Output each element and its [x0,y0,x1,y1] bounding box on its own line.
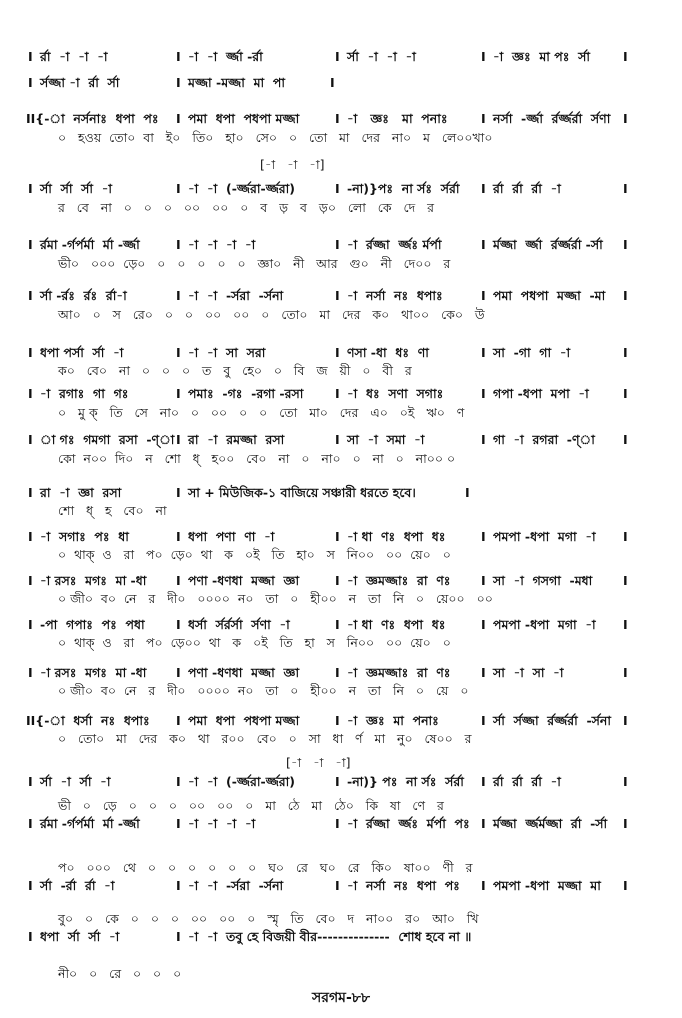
bar-line: I [623,432,628,447]
bar-line: I [481,345,486,360]
notation-text: -া রসঃ মগঃ মা -ধা [40,573,147,588]
lyric-line [0,306,682,324]
bar-line: I [335,386,340,401]
lyric-text: ভী ০ ড়ে ০ ০ ০ ০০ ০০ ০ মা ঠে মা ঠে০ কি ষা ণে র [58,798,444,813]
notation-text: গপা -ধপা মপা -া [493,386,589,401]
notation-line [0,236,682,254]
bar-line: I [176,485,181,500]
notation-line [0,385,682,403]
notation-line [0,664,682,682]
notation-text: -া -া র্জ্জা -র্রা [188,49,263,64]
bar-line: I [481,529,486,544]
bar-line: I [335,181,340,196]
notation-text: র্সা র্সা র্সা -া [40,181,113,196]
notation-line [0,616,682,634]
bar-line: I [481,774,486,789]
bar-line: I [465,485,470,500]
bar-line: I [28,386,33,401]
notation-text: সা -া সমা -া [347,432,425,447]
lyric-text: কো ন০০ দি০ ন শো ধ্ হ০০ বে০ না ০ না০ ০ না ০ না০০ ০ [58,451,456,466]
bar-line: I [623,288,628,303]
bar-line: I [335,345,340,360]
bar-line: I [335,432,340,447]
bar-line: I [176,878,181,893]
bar-line: I [335,111,340,126]
bar-line: I [481,432,486,447]
notation-text: -া -া তবু হে বিজয়ী বীর-------------- শোধ হবে না ॥ [188,929,472,944]
notation-text: -া জ্ঞমজ্জাঃ রা ণঃ [347,573,451,588]
lyric-line [0,910,682,928]
notation-line [0,572,682,590]
bar-line: I [176,529,181,544]
bar-line: I [176,181,181,196]
notation-text: পমা পধপা মজ্জা -মা [493,288,606,303]
bar-line: I [176,929,181,944]
bar-line: I [623,386,628,401]
bar-line: I [335,816,340,831]
notation-text: র্সা -র্রঃ র্রঃ র্রা-া [40,288,127,303]
notation-text: -া -া -র্সরা -র্সনা [188,878,284,893]
notation-text: র্মজ্জা র্জ্জর্মজ্জা র্রা -র্সা [493,816,608,831]
notation-text: র্সা র্সজ্জা র্রর্জ্জর্রা -র্সনা [493,713,612,728]
repeat-bracket-line [0,156,682,174]
lyric-text: র বে না ০ ০ ০ ০০ ০০ ০ ব ড় ব ড়০ লো কে দে র [58,200,434,215]
bar-line: I [176,774,181,789]
lyric-text: ০ মু ক্ তি সে না০ ০ ০০ ০ ০ তো মা০ দের এ০ ০ই ঋ০ ণ [58,405,465,420]
bar-line: I [176,386,181,401]
notation-text: পমপা -ধপা মগা -া [493,617,596,632]
bar-line: I [176,713,181,728]
lyric-text: ০ তো০ মা দের ক০ থা র০০ বে০ ০ সা ধা র্ণ মা নু০ ষে০০ র [58,731,472,746]
notation-line [0,48,682,66]
notation-text: -না)}পঃ না র্সঃ র্সর্রা [347,181,460,196]
notation-text: -া সগাঃ পঃ ধা [40,529,129,544]
lyric-line [0,730,682,748]
bar-line: I [28,816,33,831]
notation-text: ণসা -ধা ধঃ ণা [347,345,429,360]
bar-line: I [28,181,33,196]
notation-text: -া -া সা সরা [188,345,266,360]
notation-line [0,815,682,833]
lyric-line [0,859,682,877]
bar-line: I [176,345,181,360]
bar-line: I [28,432,33,447]
notation-text: [-া -া -া] [260,157,325,172]
notation-line [0,74,682,92]
bar-line: I [28,288,33,303]
lyric-text: নী০ ০ রে ০ ০ ০ [58,966,182,981]
bar-line: I [623,665,628,680]
bar-line: I [481,878,486,893]
notation-text: -া -া -র্সরা -র্সনা [188,288,284,303]
notation-text: -া রসঃ মগঃ মা -ধা [40,665,147,680]
notation-text: -া জ্ঞমজ্জাঃ রা ণঃ [347,665,451,680]
notation-line [0,712,682,730]
notation-text: পণা -ধণধা মজ্জা জ্ঞা [188,573,300,588]
notation-text: -া নর্সা নঃ ধপা পঃ [347,878,460,893]
bar-line: I [623,573,628,588]
lyric-text: ০ জী০ ব০ নে র দী০ ০০০০ ন০ তা ০ হী০০ ন তা নি ০ য়ে ০ [58,683,469,698]
notation-text: র্মজ্জা র্জ্জা র্রর্জ্জর্রা -র্সা [493,237,603,252]
bar-line: I [28,929,33,944]
lyric-line [0,965,682,983]
notation-text: সা -া গসগা -মধা [493,573,593,588]
notation-text: মজ্জা -মজ্জা মা পা [188,75,285,90]
bar-line: I [623,774,628,789]
notation-text: সা -গা গা -া [493,345,571,360]
bar-line: I [28,665,33,680]
notation-text: পমা ধপা পধপা মজ্জা [188,111,300,126]
lyric-line [0,199,682,217]
notation-text: সা -া সা -া [493,665,564,680]
lyric-line [0,362,682,380]
notation-text: ধর্সা র্সর্রর্সা র্সণা -া [188,617,290,632]
notation-text: রা -া রমজ্জা রসা [188,432,285,447]
notation-line [0,484,682,502]
notation-text: পমপা -ধপা মজ্জা মা [493,878,601,893]
lyric-text: ০ জী০ ব০ নে র দী০ ০০০০ ন০ তা ০ হী০০ ন তা নি ০ য়ে০০ ০০ [58,591,493,606]
bar-line: I [335,878,340,893]
bar-line: I [335,573,340,588]
lyric-text: ০ থাক্ ও রা প০ ড়ে০০ থা ক ০ই তি হা স নি০০ ০০ য়ে০ ০ [58,635,451,650]
bar-line: I [481,288,486,303]
bar-line: I [335,665,340,680]
notation-line [0,431,682,449]
bar-line: I [335,237,340,252]
bar-line: I [176,816,181,831]
bar-line: I [481,111,486,126]
bar-line: I [28,75,33,90]
lyric-line [0,404,682,422]
notation-line [0,110,682,128]
lyric-text: আ০ ০ স রে০ ০ ০ ০০ ০০ ০ তো০ মা দের ক০ থা০০ কে০ উ [58,307,485,322]
bar-line: I [176,573,181,588]
notation-line [0,773,682,791]
lyric-text: ০ থাক্ ও রা প০ ড়ে০ থা ক ০ই তি হা০ স নি০০ ০০ য়ে০ ০ [58,547,451,562]
notation-text: পমাঃ -গঃ -রগা -রসা [188,386,304,401]
notation-text: -া জ্ঞঃ মা পঃ র্সা [493,49,590,64]
notation-text: -া নর্সা নঃ ধপাঃ [347,288,443,303]
notation-text: -পা গপাঃ পঃ পধা [40,617,145,632]
lyric-line [0,797,682,815]
repeat-bracket-line [0,754,682,772]
notation-text: া গঃ গমগা রসা -ণ্া [40,432,175,447]
bar-line: I [335,713,340,728]
bar-line: I [481,237,486,252]
notation-text: -া -া (-র্জ্জরা-র্জ্জরা) [188,181,296,196]
bar-line: I [481,816,486,831]
bar-line: I [28,878,33,893]
notation-text: -া জ্ঞঃ মা পনাঃ [347,111,448,126]
bar-line: I [335,774,340,789]
bar-line: I [176,665,181,680]
lyric-line [0,634,682,652]
bar-line: I [623,49,628,64]
notation-text: গা -া রগরা -ণ্া [493,432,595,447]
lyric-line [0,502,682,520]
lyric-text: ক০ বে০ না ০ ০ ০ ত বু হে০ ০ বি জ য়ী ০ বী র [58,363,412,378]
notation-line [0,928,682,946]
notation-text: II{-া ধর্সা নঃ ধপাঃ [26,713,150,728]
lyric-line [0,129,682,147]
bar-line: I [335,49,340,64]
notation-text: র্রমা -র্গর্পর্মা র্মা -র্জ্জা [40,816,140,831]
bar-line: I [481,386,486,401]
bar-line: I [623,816,628,831]
notation-text: -না)} পঃ না র্সঃ র্সর্রা [347,774,464,789]
notation-text: -া র্রজ্জা র্জ্জঃ র্মর্পা পঃ [347,816,470,831]
bar-line: I [481,617,486,632]
bar-line: I [330,75,335,90]
notation-text: -া -া -া -া [188,816,256,831]
bar-line: I [176,111,181,126]
notation-text: -া ধঃ সণা সগাঃ [347,386,444,401]
bar-line: I [623,529,628,544]
lyric-line [0,682,682,700]
bar-line: I [176,432,181,447]
notation-text: ধপা পর্সা র্সা -া [40,345,124,360]
notation-text: [-া -া -া] [286,755,351,770]
bar-line: I [481,665,486,680]
notation-text: -া ধা ণঃ ধপা ধঃ [347,617,446,632]
notation-line [0,287,682,305]
bar-line: I [623,111,628,126]
notation-text: নর্সা -র্জ্জা র্রর্জ্জর্রা র্সণা [493,111,611,126]
bar-line: I [335,288,340,303]
notation-text: র্রা র্রা র্রা -া [493,181,561,196]
notation-text: র্সা -া র্সা -া [40,774,111,789]
bar-line: I [28,774,33,789]
notation-text: র্সা -া -া -া [347,49,416,64]
bar-line: I [176,617,181,632]
bar-line: I [481,573,486,588]
notation-line [0,528,682,546]
bar-line: I [481,181,486,196]
bar-line: I [176,75,181,90]
notation-text: র্রা র্রা র্রা -া [493,774,561,789]
lyric-text: শো ধ্ হ বে০ না [58,503,167,518]
bar-line: I [176,237,181,252]
bar-line: I [28,49,33,64]
lyric-line [0,546,682,564]
bar-line: I [28,345,33,360]
lyric-line [0,590,682,608]
notation-text: -া র্রজ্জা র্জ্জঃ র্মর্পা [347,237,442,252]
bar-line: I [335,529,340,544]
bar-line: I [623,181,628,196]
lyric-text: বু০ ০ কে ০ ০ ০ ০০ ০০ ০ স্মৃ তি বে০ দ না০০ র০ আ০ খি [58,911,479,926]
bar-line: I [623,345,628,360]
notation-text: II{-া নর্সনাঃ ধপা পঃ [26,111,159,126]
notation-text: -া -া (-র্জ্জরা-র্জ্জরা) [188,774,296,789]
notation-text: র্রা -া -া -া [40,49,108,64]
notation-text: র্সজ্জা -া র্রা র্সা [40,75,120,90]
notation-text: পমা ধপা পধপা মজ্জা [188,713,300,728]
notation-text: -া ধা ণঃ ধপা ধঃ [347,529,446,544]
lyric-text: ০ হওয় তো০ বা ই০ তি০ হা০ সে০ ০ তো মা দের না০ ম লে০০খা০ [58,130,493,145]
lyric-text: ভী০ ০০০ ড়ে০ ০ ০ ০ ০ ০ জ্ঞা০ নী আর গু০ নী দে০০ র [58,256,451,271]
notation-text: র্সা -র্রা র্রা -া [40,878,115,893]
notation-text: রা -া জ্ঞা রসা [40,485,122,500]
bar-line: I [481,713,486,728]
notation-text: ধপা র্সা র্সা -া [40,929,120,944]
bar-line: I [28,573,33,588]
notation-text: -া -া -া -া [188,237,256,252]
lyric-line [0,255,682,273]
bar-line: I [28,237,33,252]
bar-line: I [28,529,33,544]
bar-line: I [28,617,33,632]
notation-line [0,344,682,362]
notation-text: -া জ্ঞঃ মা পনাঃ [347,713,439,728]
notation-line [0,877,682,895]
notation-line [0,180,682,198]
notation-text: ধপা পণা ণা -া [188,529,275,544]
bar-line: I [623,878,628,893]
bar-line: I [623,237,628,252]
bar-line: I [481,49,486,64]
bar-line: I [623,617,628,632]
notation-text: র্রমা -র্গর্পর্মা র্মা -র্জ্জা [40,237,140,252]
bar-line: I [176,49,181,64]
lyric-line [0,450,682,468]
bar-line: I [623,713,628,728]
bar-line: I [335,617,340,632]
lyric-text: প০ ০০০ থে ০ ০ ০ ০ ০ ০ ঘ০ রে ঘ০ রে কি০ ষা০০ ণী র [58,860,473,875]
notation-text: পণা -ধণধা মজ্জা জ্ঞা [188,665,300,680]
notation-text: -া রগাঃ গা গঃ [40,386,129,401]
bar-line: I [28,485,33,500]
bar-line: I [176,288,181,303]
notation-text: সা + মিউজিক-১ বাজিয়ে সঞ্চারী ধরতে হবে। [188,485,416,500]
notation-text: পমপা -ধপা মগা -া [493,529,596,544]
page-footer: সরগম-৮৮ [312,990,370,1006]
